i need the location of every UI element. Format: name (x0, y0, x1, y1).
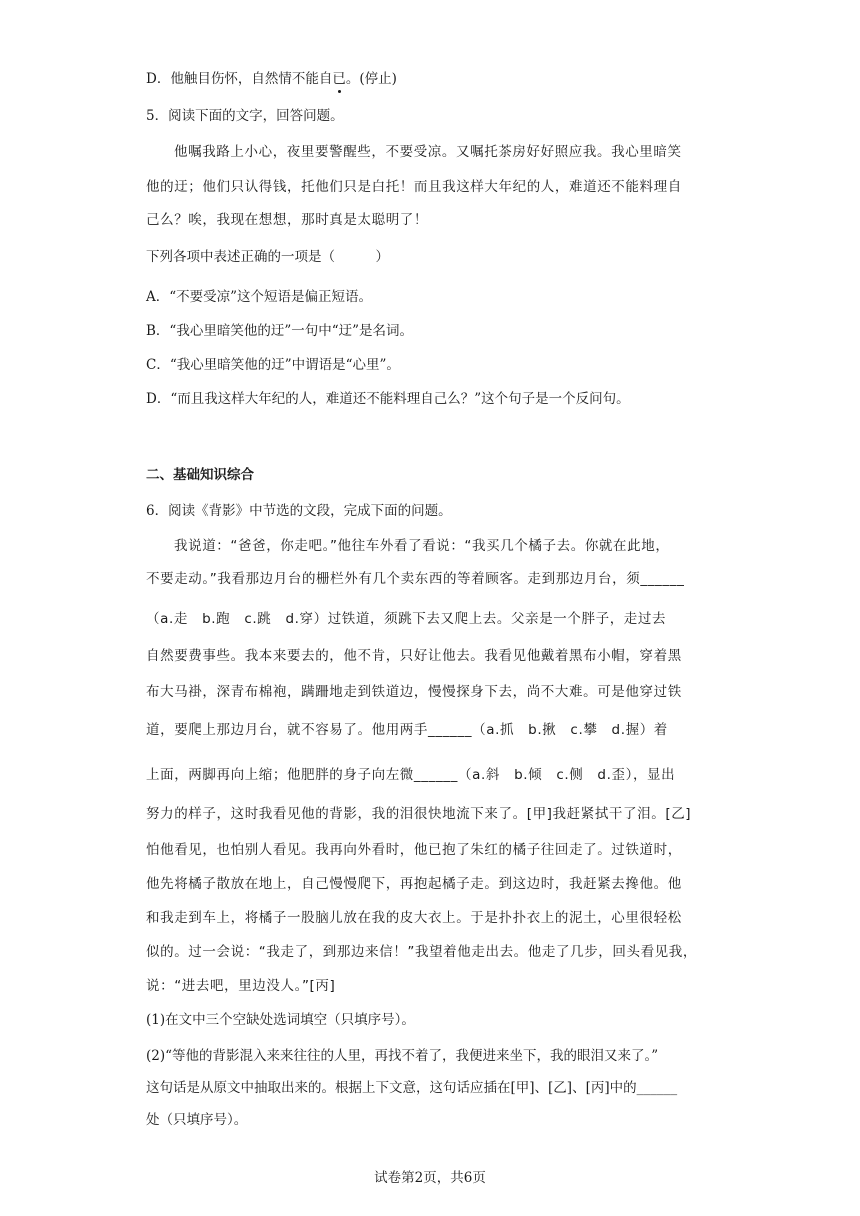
q6-sub-question-1: (1)在文中三个空缺处选词填空（只填序号）。 (146, 1012, 415, 1028)
emphasis-dot-char: 已 (332, 71, 346, 87)
page-footer: 试卷第2页，共6页 (374, 1170, 486, 1186)
q5-passage-line: 他嘱我路上小心，夜里要警醒些，不要受凉。又嘱托茶房好好照应我。我心里暗笑 (174, 144, 682, 160)
q5-question: 下列各项中表述正确的一项是（ ） (146, 249, 389, 265)
q6-passage-line: 上面，两脚再向上缩；他肥胖的身子向左微______（a.斜 b.倾 c.侧 d.歪），显出 (146, 767, 676, 783)
q6-passage-line: 我说道：“爸爸，你走吧。”他往车外看了看说：“我买几个橘子去。你就在此地， (174, 538, 670, 554)
q6-passage-line: 不要走动。”我看那边月台的栅栏外有几个卖东西的等着顾客。走到那边月台，须______ (146, 571, 685, 587)
q6-sub-question-2: (2)“等他的背影混入来来往往的人里，再找不着了，我便进来坐下，我的眼泪又来了。” (146, 1048, 659, 1064)
q6-passage-line: 努力的样子，这时我看见他的背影，我的泪很快地流下来了。[甲]我赶紧拭干了泪。[乙] (146, 806, 692, 822)
q6-passage-line: 和我走到车上，将橘子一股脑儿放在我的皮大衣上。于是扑扑衣上的泥土，心里很轻松 (146, 910, 682, 926)
q5-option-c: C．“我心里暗笑他的迂”中谓语是“心里”。 (146, 357, 400, 373)
q5-stem: 5．阅读下面的文字，回答问题。 (146, 108, 344, 124)
q4-option-d-before: D．他触目伤怀，自然情不能自 (146, 71, 333, 87)
q6-stem: 6．阅读《背影》中节选的文段，完成下面的问题。 (146, 503, 452, 519)
q5-option-b: B．“我心里暗笑他的迂”一句中“迂”是名词。 (146, 323, 414, 339)
section-title: 二、基础知识综合 (146, 467, 254, 483)
q4-option-d (146, 69, 397, 89)
q6-sub-question-2: 处（只填序号）。 (146, 1112, 248, 1128)
q4-option-d-after: 。(停止) (345, 71, 397, 87)
q6-passage-line: 布大马褂，深青布棉袍，蹒跚地走到铁道边，慢慢探身下去，尚不大难。可是他穿过铁 (146, 684, 682, 700)
q5-passage-line: 己么？唉，我现在想想，那时真是太聪明了！ (146, 212, 428, 228)
q6-passage-line: 怕他看见，也怕别人看见。我再向外看时，他已抱了朱红的橘子往回走了。过铁道时， (146, 842, 682, 858)
q6-passage-line: 自然要费事些。我本来要去的，他不肯，只好让他去。我看见他戴着黑布小帽，穿着黑 (146, 648, 682, 664)
q6-passage-line: 似的。过一会说：“我走了，到那边来信！”我望着他走出去。他走了几步，回头看见我， (146, 944, 697, 960)
q5-passage-line: 他的迂；他们只认得钱，托他们只是白托！而且我这样大年纪的人，难道还不能料理自 (146, 179, 682, 195)
q6-passage-line: 说：“进去吧，里边没人。”[丙] (146, 978, 336, 994)
q6-passage-line: （a.走 b.跑 c.跳 d.穿）过铁道，须跳下去又爬上去。父亲是一个胖子，走过去 (146, 611, 667, 627)
q6-passage-line: 他先将橘子散放在地上，自己慢慢爬下，再抱起橘子走。到这边时，我赶紧去搀他。他 (146, 876, 682, 892)
q5-option-d: D．“而且我这样大年纪的人，难道还不能料理自己么？”这个句子是一个反问句。 (146, 391, 630, 407)
q6-sub-question-2: 这句话是从原文中抽取出来的。根据上下文意，这句话应插在[甲]、[乙]、[丙]中的______ (146, 1080, 678, 1096)
q6-passage-line: 道，要爬上那边月台，就不容易了。他用两手______（a.抓 b.揪 c.攀 d.握）着 (146, 722, 668, 738)
q5-option-a: A．“不要受凉”这个短语是偏正短语。 (146, 289, 373, 305)
